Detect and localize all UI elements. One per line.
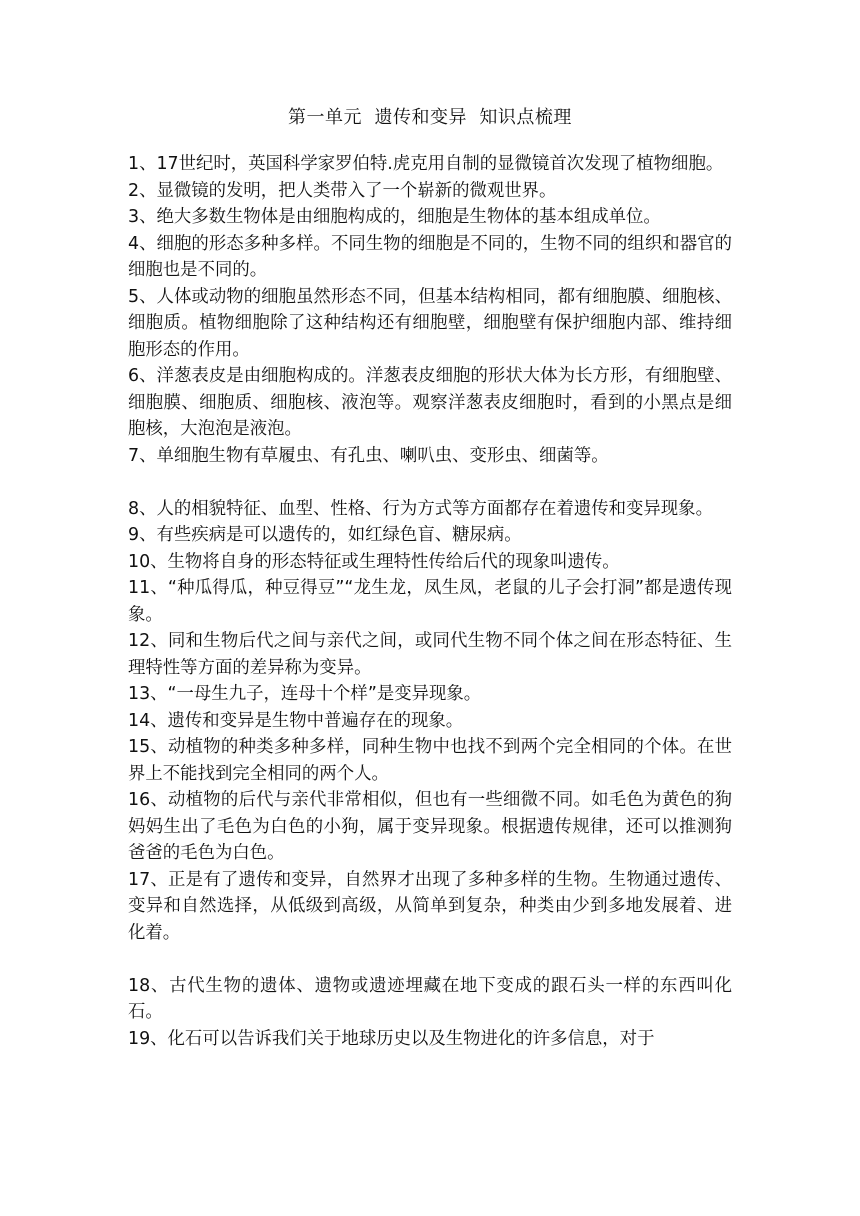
list-item: 12、同和生物后代之间与亲代之间，或同代生物不同个体之间在形态特征、生理特性等方面的差异称为变异。 xyxy=(128,631,732,678)
list-item: 4、细胞的形态多种多样。不同生物的细胞是不同的，生物不同的组织和器官的细胞也是不同的。 xyxy=(128,233,732,280)
list-item: 19、化石可以告诉我们关于地球历史以及生物进化的许多信息，对于 xyxy=(128,1028,655,1049)
list-item: 6、洋葱表皮是由细胞构成的。洋葱表皮细胞的形状大体为长方形，有细胞壁、细胞膜、细胞质、细胞核、液泡等。观察洋葱表皮细胞时，看到的小黑点是细胞核，大泡泡是液泡。 xyxy=(128,366,732,439)
section-gap xyxy=(128,469,732,496)
section-gap xyxy=(128,946,732,973)
list-item: 8、人的相貌特征、血型、性格、行为方式等方面都存在着遗传和变异现象。 xyxy=(128,498,713,519)
list-item: 17、正是有了遗传和变异，自然界才出现了多种多样的生物。生物通过遗传、变异和自然选择，从低级到高级，从简单到复杂，种类由少到多地发展着、进化着。 xyxy=(128,869,732,943)
list-item: 14、遗传和变异是生物中普遍存在的现象。 xyxy=(128,710,464,731)
list-item: 10、生物将自身的形态特征或生理特性传给后代的现象叫遗传。 xyxy=(128,551,620,572)
document-body xyxy=(128,151,732,1052)
list-item: 11、“种瓜得瓜，种豆得豆”“龙生龙，凤生凤，老鼠的儿子会打洞”都是遗传现象。 xyxy=(128,578,732,625)
list-item: 13、“一母生九子，连母十个样”是变异现象。 xyxy=(128,684,482,704)
list-item: 2、显微镜的发明，把人类带入了一个崭新的微观世界。 xyxy=(128,180,557,201)
document-title: 第一单元 遗传和变异 知识点梳理 xyxy=(288,107,572,128)
list-item: 9、有些疾病是可以遗传的，如红绿色盲、糖尿病。 xyxy=(128,525,522,545)
list-item: 1、17世纪时，英国科学家罗伯特.虎克用自制的显微镜首次发现了植物细胞。 xyxy=(128,154,724,174)
list-item: 16、动植物的后代与亲代非常相似，但也有一些细微不同。如毛色为黄色的狗妈妈生出了毛色为白色的小狗，属于变异现象。根据遗传规律，还可以推测狗爸爸的毛色为白色。 xyxy=(128,790,732,863)
list-item: 3、绝大多数生物体是由细胞构成的，细胞是生物体的基本组成单位。 xyxy=(128,207,661,227)
list-item: 7、单细胞生物有草履虫、有孔虫、喇叭虫、变形虫、细菌等。 xyxy=(128,445,609,466)
list-item: 5、人体或动物的细胞虽然形态不同，但基本结构相同，都有细胞膜、细胞核、细胞质。植物细胞除了这种结构还有细胞壁，细胞壁有保护细胞内部、维持细胞形态的作用。 xyxy=(128,286,732,360)
list-item: 15、动植物的种类多种多样，同种生物中也找不到两个完全相同的个体。在世界上不能找到完全相同的两个人。 xyxy=(128,737,732,784)
list-item: 18、古代生物的遗体、遗物或遗迹埋藏在地下变成的跟石头一样的东西叫化石。 xyxy=(128,975,732,1022)
